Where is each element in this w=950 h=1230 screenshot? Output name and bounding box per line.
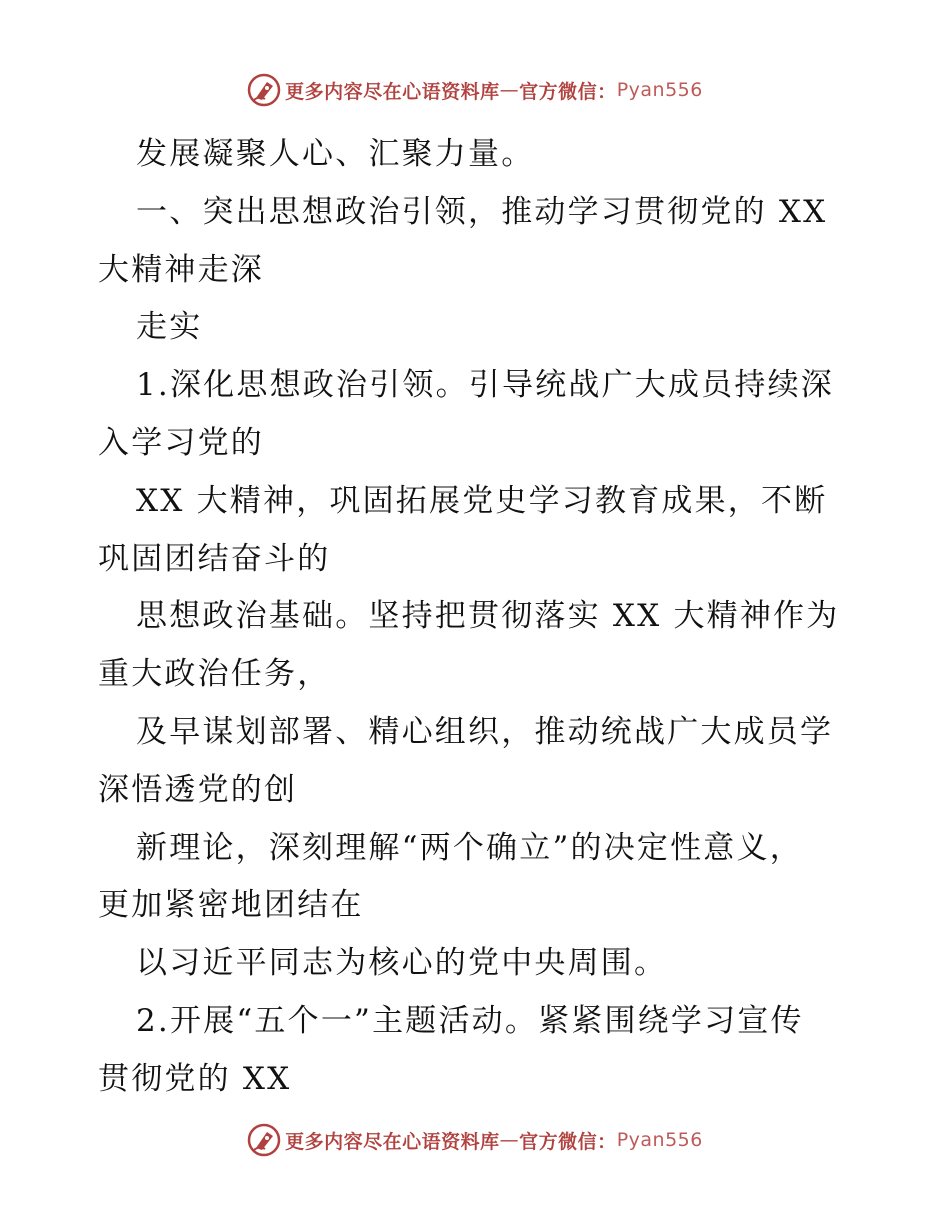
header-wechat-label: 官方微信： [519,80,617,103]
document-body [98,126,858,1109]
text-line: 发展凝聚人心、汇聚力量。 [136,136,535,172]
text-line: 及早谋划部署、精心组织，推动统战广大成员学 [136,713,834,750]
text-line: 思想政治基础。坚持把贯彻落实 XX 大精神作为 [136,598,840,635]
header-banner [0,70,950,110]
text-line: 更加紧密地团结在 [98,887,364,924]
text-line: 1.深化思想政治引领。引导统战广大成员持续深 [136,367,834,404]
footer-separator: — [499,1129,520,1151]
text-line: 以习近平同志为核心的党中央周围。 [136,945,668,982]
text-line: 巩固团结奋斗的 [98,540,331,577]
footer-banner [0,1120,950,1160]
header-brand: 更多内容尽在心语资料库 [285,80,500,103]
footer-wechat-label: 官方微信： [519,1130,617,1153]
text-line: 大精神走深 [98,251,264,288]
text-line: 一、突出思想政治引领，推动学习贯彻党的 XX [136,193,828,230]
header-separator: — [499,79,520,101]
footer-wechat-id: Pyan556 [616,1129,703,1151]
text-line: 入学习党的 [98,424,264,461]
text-line: 新理论，深刻理解“两个确立”的决定性意义， [136,829,803,866]
footer-brand: 更多内容尽在心语资料库 [285,1130,500,1153]
text-line: 2.开展“五个一”主题活动。紧紧围绕学习宣传 [136,1002,804,1039]
text-line: XX 大精神，巩固拓展党史学习教育成果，不断 [136,482,828,519]
text-line: 贯彻党的 XX [98,1060,292,1097]
text-line: 深悟透党的创 [98,771,298,808]
pen-nib-logo-icon [247,1123,281,1157]
text-line: 走实 [136,309,203,346]
pen-nib-logo-icon [247,73,281,107]
text-line: 重大政治任务， [98,656,331,693]
header-wechat-id: Pyan556 [616,79,703,101]
